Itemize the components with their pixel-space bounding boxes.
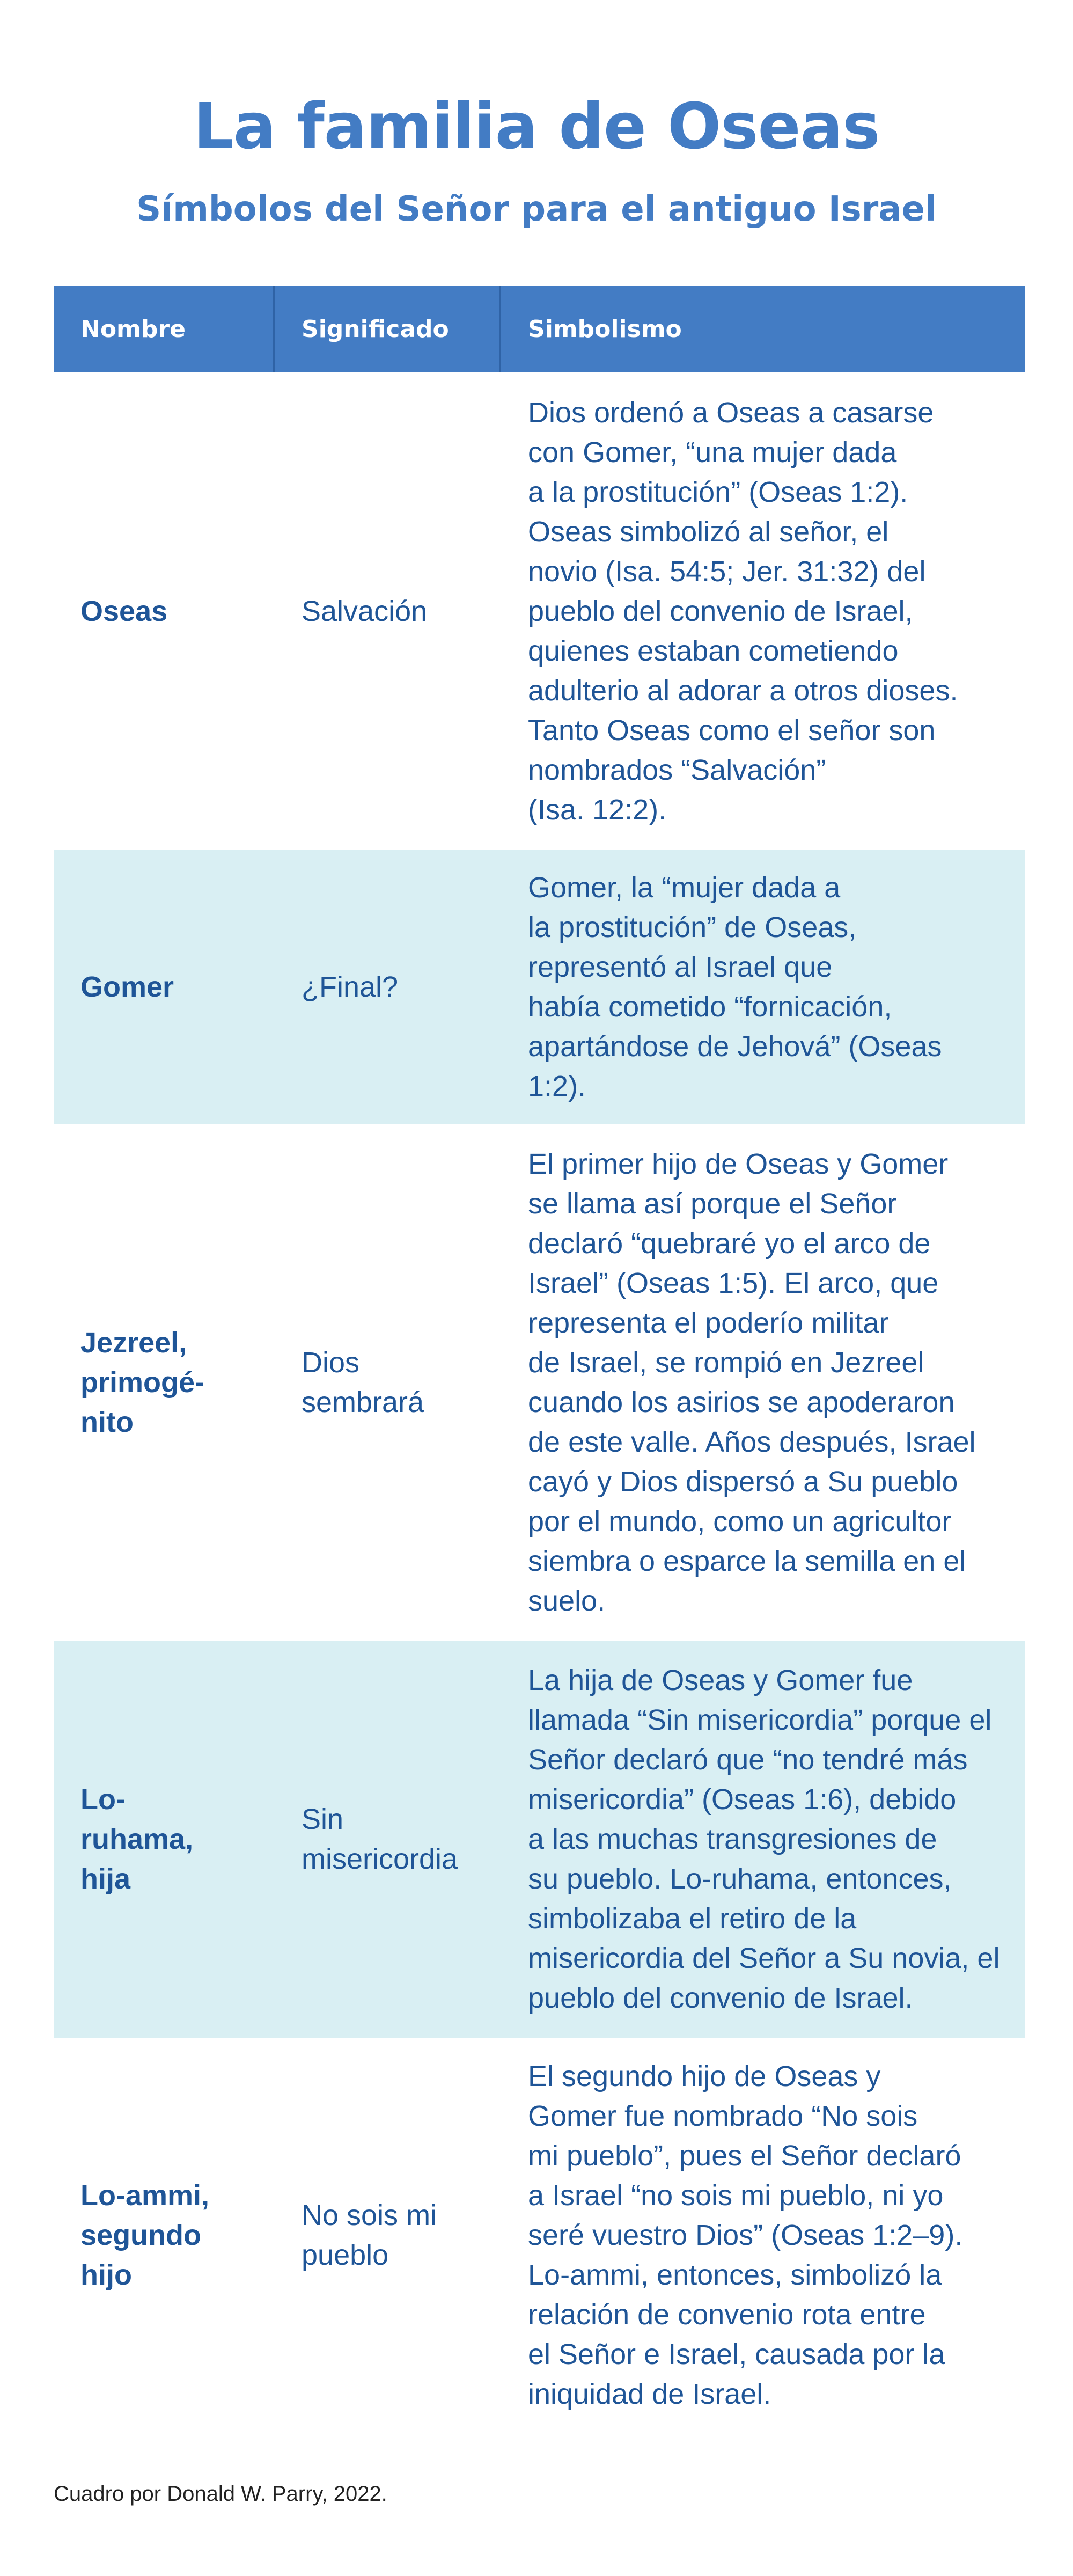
row-symbolism: El primer hijo de Oseas y Gomer se llama así porque el Señor declaró “quebraré yo el arco de Israel” (Oseas 1:5). El arco, que representa el poderío militar de Israel, se rompió en Jezreel cuando los asirios se apoderaron de este valle. Años después, Israel cayó y Dios dispersó a Su pueblo por el mundo, como un agricultor siembra o esparce la semilla en el suelo.	[528, 1148, 976, 1617]
row-symbolism: La hija de Oseas y Gomer fue llamada “Sin misericordia” porque el Señor declaró que “no tendré más misericordia” (Oseas 1:6), debido a las muchas transgresiones de su pueblo. Lo-ruhama, entonces, simbolizaba el retiro de la misericordia del Señor a Su novia, el pueblo del convenio de Israel.	[528, 1664, 1000, 2014]
family-table	[54, 286, 1025, 2432]
header-simbolismo: Simbolismo	[528, 315, 682, 343]
row-name: Gomer	[80, 971, 174, 1003]
row-name: Jezreel, primogé- nito	[80, 1327, 205, 1438]
header-nombre: Nombre	[54, 286, 275, 372]
row-meaning: Salvación	[302, 595, 428, 627]
row-meaning: No sois mi pueblo	[302, 2199, 437, 2271]
table-row	[54, 2038, 1025, 2432]
row-meaning: Sin misericordia	[302, 1803, 458, 1875]
table-row	[54, 850, 1025, 1124]
row-name: Lo-ammi, segundo hijo	[80, 2179, 210, 2291]
row-meaning: ¿Final?	[302, 971, 399, 1003]
table-row	[54, 372, 1025, 850]
page-title: La familia de Oseas	[193, 89, 880, 163]
table-header	[54, 286, 1025, 372]
table-row	[54, 1124, 1025, 1641]
row-symbolism: Gomer, la “mujer dada a la prostitución” de Oseas, representó al Israel que había cometido “fornicación, apartándose de Jehová” (Oseas 1:2).	[528, 872, 942, 1102]
table-row	[54, 1641, 1025, 2038]
row-symbolism: Dios ordenó a Oseas a casarse con Gomer, “una mujer dada a la prostitución” (Oseas 1:2). Oseas simbolizó al señor, el novio (Isa. 54:5; Jer. 31:32) del pueblo del convenio de Israel, quienes estaban cometiendo adulterio al adorar a otros dioses. Tanto Oseas como el señor son nombrados “Salvación” (Isa. 12:2).	[528, 396, 958, 826]
row-name: Oseas	[80, 595, 168, 627]
row-name: Lo- ruhama, hija	[80, 1783, 194, 1895]
row-symbolism: El segundo hijo de Oseas y Gomer fue nombrado “No sois mi pueblo”, pues el Señor declaró a Israel “no sois mi pueblo, ni yo seré vuestro Dios” (Oseas 1:2–9). Lo-ammi, entonces, simbolizó la relación de convenio rota entre el Señor e Israel, causada por la iniquidad de Israel.	[528, 2060, 963, 2410]
row-meaning: Dios sembrará	[302, 1346, 424, 1418]
header-significado: Significado	[275, 286, 501, 372]
footer-credit: Cuadro por Donald W. Parry, 2022.	[54, 2482, 387, 2506]
page-subtitle: Símbolos del Señor para el antiguo Israel	[136, 189, 937, 229]
